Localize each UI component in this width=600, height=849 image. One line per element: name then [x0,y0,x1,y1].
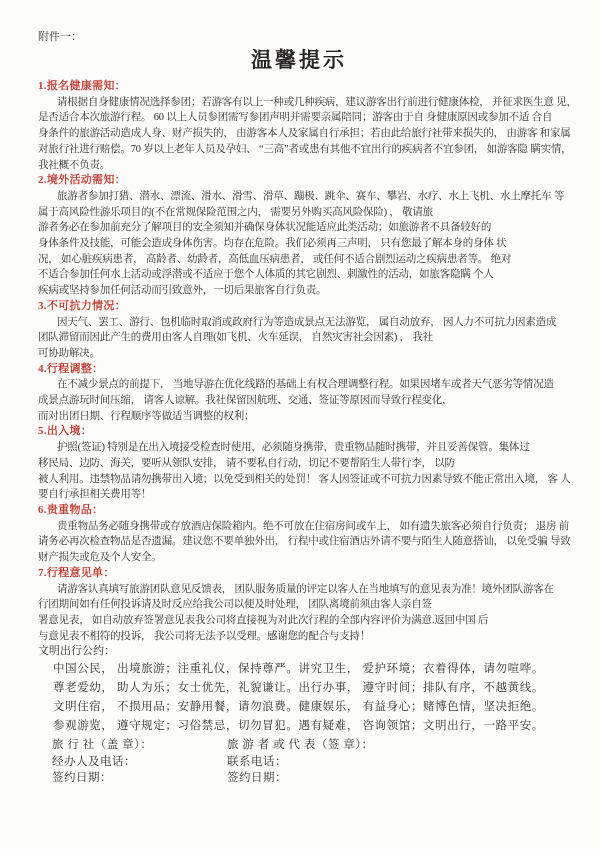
text-line: 身体条件及技能，可能会造成身体伤害。均存在危险。我们必须再三声明， 只有您最了解本身的身体 状 [38,238,507,250]
text-line: 被人利用。违禁物品请勿携带出入境；以免受到相关的处罚！ 客人因签证或不可抗力因素导致不能正常出入境， 客 人 [38,473,571,485]
text-line: 我社概不负责。 [38,159,111,171]
convention-line: 中国公民， 出境旅游；注重礼仪，保持尊严。讲究卫生， 爱护环境；衣着得体，请勿喧哗。 [53,663,544,676]
text-line: 成景点游玩时间压缩， 请客人谅解。我社保留因航班、交通、签证等原因而导致行程变化， [38,395,453,407]
agency-sign-date-label: 签约日期： [52,772,112,785]
signature-row [38,770,570,787]
signature-row [38,737,570,754]
section-civility-convention [38,644,570,736]
signature-block [38,737,570,787]
text-line: 可协助解决。 [38,347,100,359]
convention-heading: 文明出行公约： [38,645,115,658]
agency-seal-label: 旅 行 社（盖 章）： [52,739,153,752]
text-line: 身条件的旅游活动造成人身、财产损失的， 由游客本人及家属自行承担；若由此给旅行社带来损失的， 由游客 和家属 [38,128,571,140]
section-5-heading: 5.出入境： [38,425,93,438]
section-2-heading: 2.境外活动需知： [38,174,126,187]
text-line: 旅游者参加打猎、潜水、漂流、滑水、滑雪、滑草、蹦极、跳伞、赛车、攀岩、水疗、水上飞机、水上摩托车 等 [57,190,565,202]
text-line: 对旅行社进行赔偿。70 岁以上老年人员及孕妇、 “三高”者或患有其他不宜出行的疾病者不宜参团， 如游客隐 瞒实情， [38,143,572,155]
section-4-heading: 4.行程调整： [38,362,104,375]
text-line: 贵重物品务必随身携带或存放酒店保险箱内。绝不可放在住宿房间或车上， 如有遗失旅客必须自行负责； 退房 前 [57,520,569,532]
contact-phone-label: 联系电话： [227,755,287,768]
text-line: 行团期间如有任何投诉请及时反应给我公司以便及时处理， 团队离境前须由客人亲自签 [38,599,432,611]
text-line: 团队滞留而因此产生的费用由客人自理(如飞机、火车延误， 自然灾害社会因素) ， 我社 [38,332,433,344]
tourist-signature-label: 旅 游 者 或 代 表（签 章）： [227,739,374,752]
section-feedback-form [38,566,570,645]
convention-line: 尊老爱幼， 助人为乐；女士优先，礼貌谦让。出行办事， 遵守时间；排队有序，不越黄线。 [53,682,544,695]
text-line: 财产损失或危及个人安全。 [38,552,162,564]
section-overseas-activities [38,173,570,299]
convention-line: 参观游览， 遵守规定；习俗禁忌，切勿冒犯。遇有疑难， 咨询领馆；文明出行，一路平安。 [53,720,544,733]
text-line: 护照(签证) 特别是在出入境接受检查时使用，必须随身携带，贵重物品随时携带，并且妥善保管。集体过 [57,442,530,454]
text-line: 属于高风险性游乐项目的(不在常规保险范围之内， 需要另外购买高风险保险) ， 敬请旅 [38,206,433,218]
section-7-heading: 7.行程意见单： [38,566,115,579]
text-line: 在不减少景点的前提下， 当地导游在优化线路的基础上有权合理调整行程。如果因堵车或者天气恶劣等情况造 [57,379,554,391]
text-line: 况， 如心脏疾病患者， 高龄者、幼龄者，高低血压病患者， 或任何不适合剧烈运动之疾病患者等。 绝对 [38,253,512,265]
section-valuables [38,503,570,566]
text-line: 因天气、罢工、游行、包机临时取消或政府行为等造成景点无法游览， 属自动放弃， 因人力不可抗力因素造成 [57,316,557,328]
text-line: 请务必再次检查物品是否遗漏。建议您不要单独外出， 行程中或住宿酒店外请不要与陌生人随意搭讪， 以免受骗 导致 [38,536,571,548]
section-immigration [38,424,570,503]
document-title: 温馨提示 [251,48,347,72]
convention-line: 文明住宿， 不损用品；安静用餐，请勿浪费。健康娱乐， 有益身心；赌博色情，坚决拒绝。 [53,701,544,714]
text-line: 游者务必在参加前充分了解项目的安全须知并确保身体状况能适应此类活动；如旅游者不具备较好的 [38,222,492,234]
section-1-heading: 1.报名健康需知： [38,80,126,92]
section-force-majeure [38,299,570,362]
text-line: 与意见表不相符的投诉， 我公司将无法予以受理。感谢您的配合与支持！ [38,630,371,642]
attachment-label: 附件一： [38,31,82,43]
section-health-notice [38,79,577,173]
text-line: 疾病或坚持参加任何活动而引致意外，一切后果旅客自行负责。 [38,285,327,297]
text-line: 而对出团日期、行程顺序等做适当调整的权利； [38,410,255,422]
section-3-heading: 3.不可抗力情况： [38,299,126,312]
text-line: 不适合参加任何水上活动或浮潜或不适应于您个人体质的其它剧烈、刺激性的活动，如旅客隐瞒 个人 [38,269,494,281]
text-line: 请游客认真填写旅游团队意见反馈表， 团队服务质量的评定以客人在当地填写的意见表为准！境外团队游客在 [57,583,554,595]
text-line: 移民局、边防、海关，要听从领队安排， 请不要私自行动，切记不要帮陌生人带行李， 以防 [38,457,455,469]
text-line: 署意见表， 如自动放弃签署意见表我公司将直接视为对此次行程的全部内容评价为满意.返回中国 后 [38,614,489,626]
text-line: 请根据自身健康情况选择参团；若游客有以上一种或几种疾病，建议游客出行前进行健康体检， 并征求医生意 见， [57,96,577,108]
section-6-heading: 6.贵重物品： [38,503,104,516]
text-line: 是否适合本次旅游行程。 60 以上人员参团需写参团声明并需要亲属陪同；游客由于自 身健康原因或参加不适 合自 [38,112,553,124]
tourist-sign-date-label: 签约日期： [227,772,287,785]
handler-phone-label: 经办人及电话： [52,755,136,768]
section-itinerary-adjustment [38,362,570,425]
signature-row [38,754,570,771]
text-line: 要自行承担相关费用等！ [38,489,152,501]
